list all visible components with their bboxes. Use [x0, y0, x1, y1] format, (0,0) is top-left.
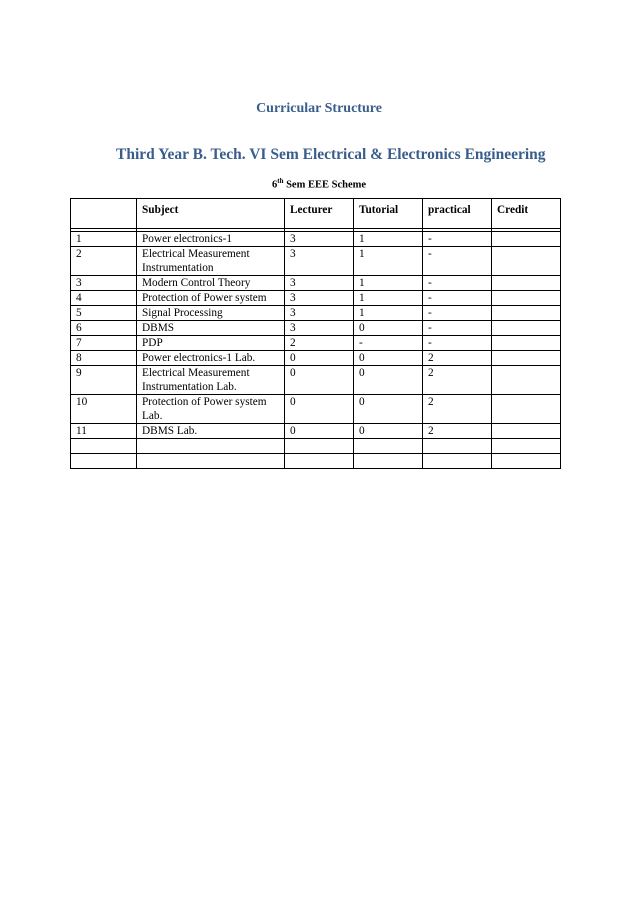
practical-cell: 2 — [423, 395, 492, 424]
table-row — [71, 439, 561, 454]
serial-cell: 10 — [71, 395, 137, 424]
table-row — [71, 291, 561, 306]
subject-cell — [137, 439, 285, 454]
serial-cell: 4 — [71, 291, 137, 306]
serial-cell — [71, 439, 137, 454]
credit-cell — [492, 366, 561, 395]
practical-cell: - — [423, 306, 492, 321]
lecturer-cell: 0 — [285, 366, 354, 395]
header-practical: practical — [423, 199, 492, 229]
credit-cell — [492, 247, 561, 276]
table-row — [71, 321, 561, 336]
lecturer-cell: 0 — [285, 395, 354, 424]
practical-cell: - — [423, 247, 492, 276]
tutorial-cell — [354, 454, 423, 469]
table-row — [71, 247, 561, 276]
lecturer-cell: 3 — [285, 276, 354, 291]
header-lecturer: Lecturer — [285, 199, 354, 229]
lecturer-cell: 3 — [285, 291, 354, 306]
header-credit: Credit — [492, 199, 561, 229]
tutorial-cell: - — [354, 336, 423, 351]
lecturer-cell — [285, 454, 354, 469]
subject-cell: PDP — [137, 336, 285, 351]
lecturer-cell: 3 — [285, 321, 354, 336]
tutorial-cell: 0 — [354, 395, 423, 424]
lecturer-cell: 3 — [285, 247, 354, 276]
practical-cell: 2 — [423, 351, 492, 366]
subject-cell: Electrical Measurement Instrumentation Lab. — [137, 366, 285, 395]
practical-cell: 2 — [423, 366, 492, 395]
document-title: Curricular Structure — [256, 101, 382, 116]
subject-cell: DBMS Lab. — [137, 424, 285, 439]
table-body — [71, 232, 561, 469]
tutorial-cell: 1 — [354, 306, 423, 321]
practical-cell — [423, 439, 492, 454]
practical-cell — [423, 454, 492, 469]
serial-cell: 7 — [71, 336, 137, 351]
serial-cell: 5 — [71, 306, 137, 321]
serial-cell: 1 — [71, 232, 137, 247]
credit-cell — [492, 321, 561, 336]
practical-cell: - — [423, 291, 492, 306]
tutorial-cell: 0 — [354, 366, 423, 395]
credit-cell — [492, 395, 561, 424]
credit-cell — [492, 454, 561, 469]
tutorial-cell — [354, 439, 423, 454]
tutorial-cell: 1 — [354, 276, 423, 291]
table-header-row — [71, 199, 561, 229]
document-subtitle: Third Year B. Tech. VI Sem Electrical & Electronics Engineering — [116, 146, 546, 163]
subject-cell: Signal Processing — [137, 306, 285, 321]
practical-cell: - — [423, 276, 492, 291]
subject-cell: Power electronics-1 — [137, 232, 285, 247]
credit-cell — [492, 439, 561, 454]
serial-cell: 3 — [71, 276, 137, 291]
credit-cell — [492, 291, 561, 306]
subject-cell — [137, 454, 285, 469]
table-row — [71, 351, 561, 366]
lecturer-cell: 3 — [285, 306, 354, 321]
scheme-ordinal: th — [277, 177, 284, 185]
subject-cell: Protection of Power system Lab. — [137, 395, 285, 424]
lecturer-cell: 0 — [285, 351, 354, 366]
serial-cell: 8 — [71, 351, 137, 366]
tutorial-cell: 1 — [354, 247, 423, 276]
practical-cell: - — [423, 321, 492, 336]
serial-cell — [71, 454, 137, 469]
tutorial-cell: 0 — [354, 351, 423, 366]
table-row — [71, 424, 561, 439]
credit-cell — [492, 306, 561, 321]
scheme-heading — [0, 177, 638, 191]
header-tutorial: Tutorial — [354, 199, 423, 229]
credit-cell — [492, 424, 561, 439]
serial-cell: 9 — [71, 366, 137, 395]
table-row — [71, 232, 561, 247]
table-row — [71, 336, 561, 351]
lecturer-cell: 0 — [285, 424, 354, 439]
lecturer-cell: 3 — [285, 232, 354, 247]
practical-cell: 2 — [423, 424, 492, 439]
credit-cell — [492, 336, 561, 351]
practical-cell: - — [423, 232, 492, 247]
subject-cell: Protection of Power system — [137, 291, 285, 306]
table-row — [71, 306, 561, 321]
curriculum-table — [70, 198, 561, 469]
tutorial-cell: 1 — [354, 232, 423, 247]
lecturer-cell: 2 — [285, 336, 354, 351]
practical-cell: - — [423, 336, 492, 351]
credit-cell — [492, 351, 561, 366]
credit-cell — [492, 232, 561, 247]
credit-cell — [492, 276, 561, 291]
serial-cell: 11 — [71, 424, 137, 439]
subject-cell: Power electronics-1 Lab. — [137, 351, 285, 366]
scheme-label: Sem EEE Scheme — [283, 179, 367, 191]
subject-cell: DBMS — [137, 321, 285, 336]
tutorial-cell: 1 — [354, 291, 423, 306]
table-row — [71, 454, 561, 469]
table-row — [71, 395, 561, 424]
subject-cell: Modern Control Theory — [137, 276, 285, 291]
tutorial-cell: 0 — [354, 424, 423, 439]
serial-cell: 6 — [71, 321, 137, 336]
tutorial-cell: 0 — [354, 321, 423, 336]
table-row — [71, 366, 561, 395]
header-serial — [71, 199, 137, 229]
scheme-number: 6 — [271, 179, 278, 191]
lecturer-cell — [285, 439, 354, 454]
header-subject: Subject — [137, 199, 285, 229]
table-row — [71, 276, 561, 291]
subject-cell: Electrical Measurement Instrumentation — [137, 247, 285, 276]
serial-cell: 2 — [71, 247, 137, 276]
